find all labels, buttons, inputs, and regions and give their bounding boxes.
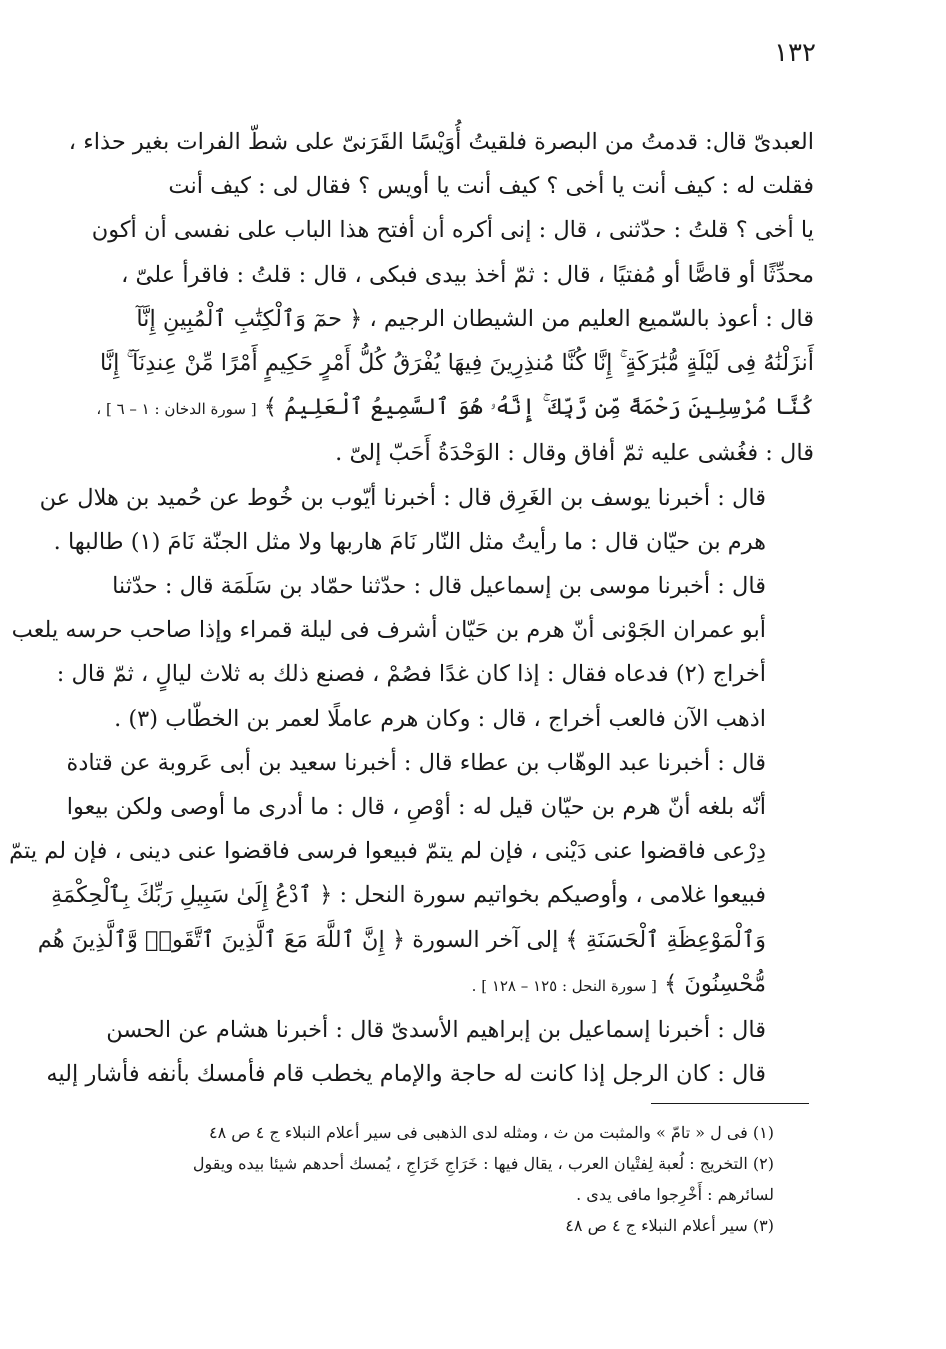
text-line: وَٱلْمَوْعِظَةِ ٱلْحَسَنَةِ ﴾ إلى آخر السورة ﴿ إِنَّ ٱللَّهَ مَعَ ٱلَّذِينَ ٱتَّقَوا۟ وَّٱلَّذِينَ هُم xyxy=(37,926,766,953)
text-line: فبيعوا غلامى ، وأوصيكم بخواتيم سورة النحل : ﴿ ٱدْعُ إِلَىٰ سَبِيلِ رَبِّكَ بِٱلْحِكْمَةِ xyxy=(51,882,766,909)
text-line: يا أخى ؟ قلتُ : حدّثنى ، قال : إنى أكره أن أفتح هذا الباب على نفسى أن أكون xyxy=(91,217,814,244)
quran-verse: كُنَّا مُرْسِلِينَ رَحْمَةً مِّن رَّبِّكَ ۚ إِنَّهُۥ هُوَ ٱلسَّمِيعُ ٱلْعَلِيمُ ﴾ xyxy=(263,394,814,421)
text-line: دِرْعى فاقضوا عنى دَيْنى ، فإن لم يتمّ فبيعوا فرسى فاقضوا عنى دينى ، فإن لم يتمّ xyxy=(9,838,766,865)
footnotes xyxy=(132,1117,814,1241)
footnote-divider xyxy=(651,1103,809,1104)
paragraph-2 xyxy=(39,476,814,564)
text-line: أَنزَلْنَٰهُ فِى لَيْلَةٍ مُّبَٰرَكَةٍ ۚ إِنَّا كُنَّا مُنذِرِينَ فِيهَا يُفْرَقُ كُلُّ أَمْرٍ حَكِيمٍ أَمْرًا مِّنْ عِندِنَآ ۚ إِنَّا xyxy=(99,350,814,377)
text-line: قال : كان الرجل إذا كانت له حاجة والإمام يخطب قام فأمسك بأنفه فأشار إليه xyxy=(46,1061,766,1088)
text-line: محدِّثًا أو قاصًّا أو مُفتيًا ، قال : ثمّ أخذ بيدى فبكى ، قال : قلتُ : فاقرأ علىّ ، xyxy=(121,261,814,288)
paragraph-5 xyxy=(46,1008,814,1096)
text-line: العبدىّ قال: قدمتُ من البصرة فلقيتُ أُوَيْسًا القَرَنىّ على شطّ الفرات بغير حذاء ، xyxy=(68,129,814,155)
text-line: قال : أخبرنا إسماعيل بن إبراهيم الأسدىّ قال : أخبرنا هشام عن الحسن xyxy=(106,1017,766,1044)
text-line: قال : أخبرنا عبد الوهّاب بن عطاء قال : أخبرنا سعيد بن أبى عَروبة عن قتادة xyxy=(66,749,766,776)
text-line xyxy=(96,385,814,431)
text-line: هرم بن حيّان قال : ما رأيتُ مثل النّار نَامَ هاربها ولا مثل الجنّة نَامَ (١) طالبها . xyxy=(53,528,766,555)
text-line xyxy=(132,962,814,1008)
footnote-line: لسائرهم : أَخْرِجوا مافى يدى . xyxy=(576,1185,774,1204)
footnote-3 xyxy=(132,1210,814,1241)
footnote-line: (١) فى ل « تامّ » والمثبت من ث ، ومثله لدى الذهبى فى سير أعلام النبلاء ج ٤ ص ٤٨ xyxy=(209,1123,774,1142)
text-line: أخراج (٢) فدعاه فقال : إذا كان غدًا فصُمْ ، فصنع ذلك به ثلاث ليالٍ ، ثمّ قال : xyxy=(56,661,766,688)
footnote-2 xyxy=(132,1148,814,1210)
text-line: قال : أخبرنا موسى بن إسماعيل قال : حدّثنا حمّاد بن سَلَمَة قال : حدّثنا xyxy=(112,573,766,600)
quran-verse: مُّحْسِنُونَ ﴾ xyxy=(664,970,766,997)
text-line: أبو عمران الجَوْنى أنّ هرم بن حَيّان أشرف فى ليلة قمراء وإذا صاحب حرسه يلعب xyxy=(11,617,766,644)
text-line: قال : أعوذ بالسّميع العليم من الشيطان الرجيم ، ﴿ حمٓ وَٱلْكِتَٰبِ ٱلْمُبِينِ إِنَّآ xyxy=(136,305,814,332)
footnote-1 xyxy=(132,1117,814,1148)
paragraph-3 xyxy=(11,564,814,741)
footnote-line: (٢) التخريج : لُعبة لِفتْيان العرب ، يقال فيها : خَرَاجِ خَرَاجِ ، يُمسك أحدهم شيئا بيده ويقول xyxy=(192,1154,774,1173)
quran-reference: [ سورة النحل : ١٢٥ – ١٢٨ ] . xyxy=(471,976,657,995)
paragraph-1 xyxy=(68,120,814,476)
paragraph-4 xyxy=(9,741,814,1008)
text-line: اذهب الآن فالعب أخراج ، قال : وكان هرم عاملًا لعمر بن الخطّاب (٣) . xyxy=(114,705,766,732)
text-line: قال : فغُشى عليه ثمّ أفاق وقال : الوَحْدَةُ أَحَبّ إلىّ . xyxy=(335,440,814,467)
quran-reference: [ سورة الدخان : ١ – ٦ ] ، xyxy=(96,400,257,419)
main-text xyxy=(9,120,814,1096)
footnote-line: (٣) سير أعلام النبلاء ج ٤ ص ٤٨ xyxy=(565,1216,774,1235)
page-number: ١٣٢ xyxy=(774,38,816,68)
text-line: أنّه بلغه أنّ هرم بن حيّان قيل له : أوْصِ ، قال : ما أدرى ما أوصى ولكن بيعوا xyxy=(66,794,766,821)
text-line: قال : أخبرنا يوسف بن الغَرِق قال : أخبرنا أيّوب بن خُوط عن حُميد بن هلال عن xyxy=(39,484,766,511)
text-line: فقلت له : كيف أنت يا أخى ؟ كيف أنت يا أويس ؟ فقال لى : كيف أنت xyxy=(168,173,814,200)
